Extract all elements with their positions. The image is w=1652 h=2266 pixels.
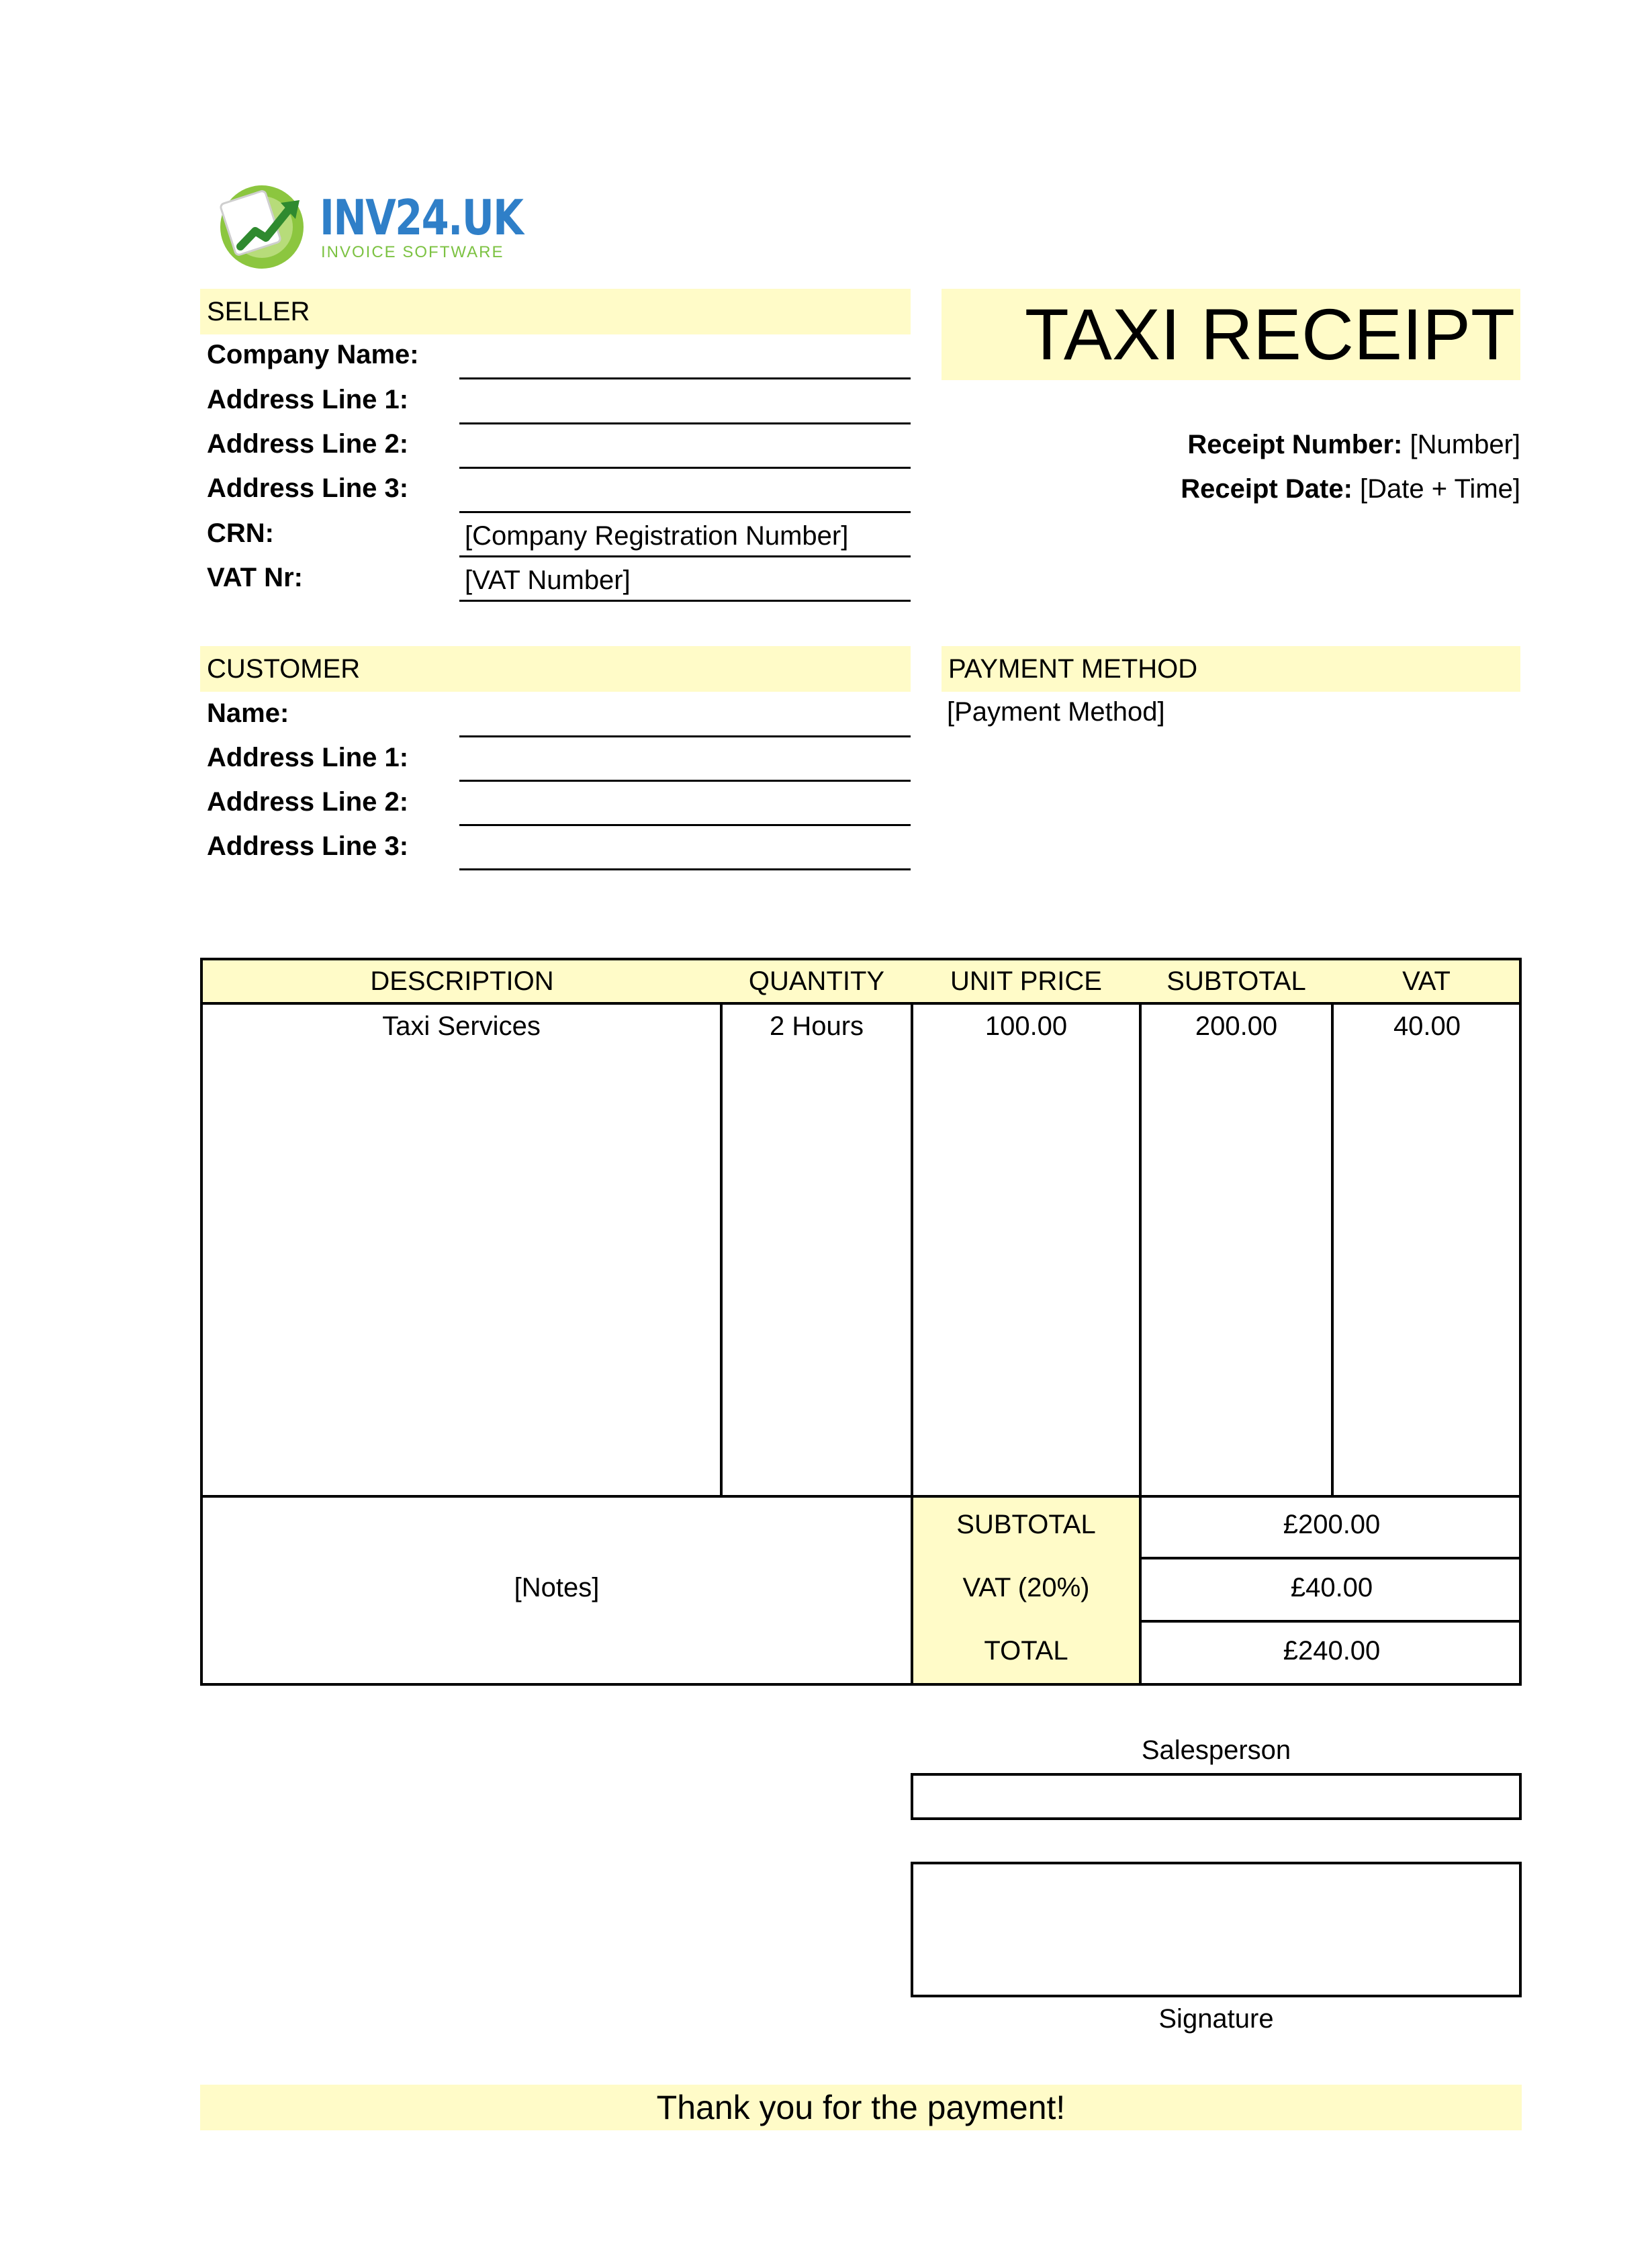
receipt-date-value[interactable]: [Date + Time] (1360, 474, 1520, 504)
document-title: TAXI RECEIPT (942, 289, 1520, 380)
seller-heading: SELLER (200, 289, 911, 334)
customer-address-2-label: Address Line 2: (207, 787, 409, 817)
salesperson-field[interactable] (911, 1773, 1522, 1820)
customer-address-1-label: Address Line 1: (207, 743, 409, 772)
totals-divider (1142, 1620, 1522, 1623)
col-header-description: DESCRIPTION (370, 966, 554, 996)
receipt-date-label: Receipt Date: (1181, 474, 1352, 504)
header-divider (200, 1002, 1522, 1005)
col-divider (1331, 1003, 1334, 1496)
subtotal-value[interactable]: £200.00 (1283, 1510, 1381, 1539)
col-header-subtotal: SUBTOTAL (1166, 966, 1306, 996)
salesperson-label: Salesperson (1141, 1735, 1291, 1765)
item-description[interactable]: Taxi Services (382, 1011, 541, 1041)
items-bottom-divider (200, 1495, 1522, 1498)
notes-field[interactable]: [Notes] (514, 1573, 600, 1602)
seller-vat-field[interactable]: [VAT Number] (459, 560, 911, 602)
receipt-number-value[interactable]: [Number] (1410, 430, 1520, 459)
signature-box[interactable] (911, 1862, 1522, 1997)
seller-vat-label: VAT Nr: (207, 563, 303, 592)
seller-crn-field[interactable]: [Company Registration Number] (459, 516, 911, 557)
company-logo (214, 176, 523, 270)
totals-divider (1142, 1557, 1522, 1559)
seller-address-3-label: Address Line 3: (207, 473, 409, 503)
item-vat[interactable]: 40.00 (1393, 1011, 1461, 1041)
customer-address-1-field[interactable] (459, 740, 911, 782)
receipt-number (1187, 430, 1520, 460)
seller-company-name-label: Company Name: (207, 340, 419, 369)
item-quantity[interactable]: 2 Hours (769, 1011, 864, 1041)
col-header-unit-price: UNIT PRICE (950, 966, 1102, 996)
receipt-date (1181, 474, 1520, 504)
thank-you-message: Thank you for the payment! (200, 2085, 1522, 2130)
col-divider (720, 1003, 723, 1496)
item-unit-price[interactable]: 100.00 (984, 1011, 1068, 1041)
logo-emblem-icon (214, 176, 314, 270)
customer-heading: CUSTOMER (200, 646, 911, 692)
seller-address-1-label: Address Line 1: (207, 385, 409, 414)
customer-address-2-field[interactable] (459, 784, 911, 826)
vat-total-value[interactable]: £40.00 (1290, 1573, 1373, 1602)
subtotal-label: SUBTOTAL (956, 1510, 1096, 1539)
seller-address-3-field[interactable] (459, 471, 911, 513)
receipt-number-label: Receipt Number: (1187, 430, 1403, 459)
seller-address-2-label: Address Line 2: (207, 429, 409, 459)
seller-address-1-field[interactable] (459, 383, 911, 424)
col-header-quantity: QUANTITY (748, 966, 885, 996)
seller-company-name-field[interactable] (459, 338, 911, 379)
seller-crn-label: CRN: (207, 518, 274, 548)
vat-total-label: VAT (20%) (962, 1573, 1090, 1602)
grand-total-label: TOTAL (984, 1636, 1068, 1666)
grand-total-value[interactable]: £240.00 (1283, 1636, 1381, 1666)
customer-address-3-field[interactable] (459, 829, 911, 870)
customer-name-label: Name: (207, 698, 289, 728)
item-subtotal[interactable]: 200.00 (1195, 1011, 1278, 1041)
customer-name-field[interactable] (459, 696, 911, 737)
payment-method-value[interactable]: [Payment Method] (947, 697, 1165, 727)
logo-subtitle: INVOICE SOFTWARE (321, 243, 504, 261)
seller-address-2-field[interactable] (459, 427, 911, 469)
signature-label: Signature (1158, 2004, 1274, 2034)
logo-title: INV24.UK (320, 189, 523, 246)
customer-address-3-label: Address Line 3: (207, 831, 409, 861)
col-header-vat: VAT (1402, 966, 1451, 996)
payment-method-heading: PAYMENT METHOD (942, 646, 1520, 692)
